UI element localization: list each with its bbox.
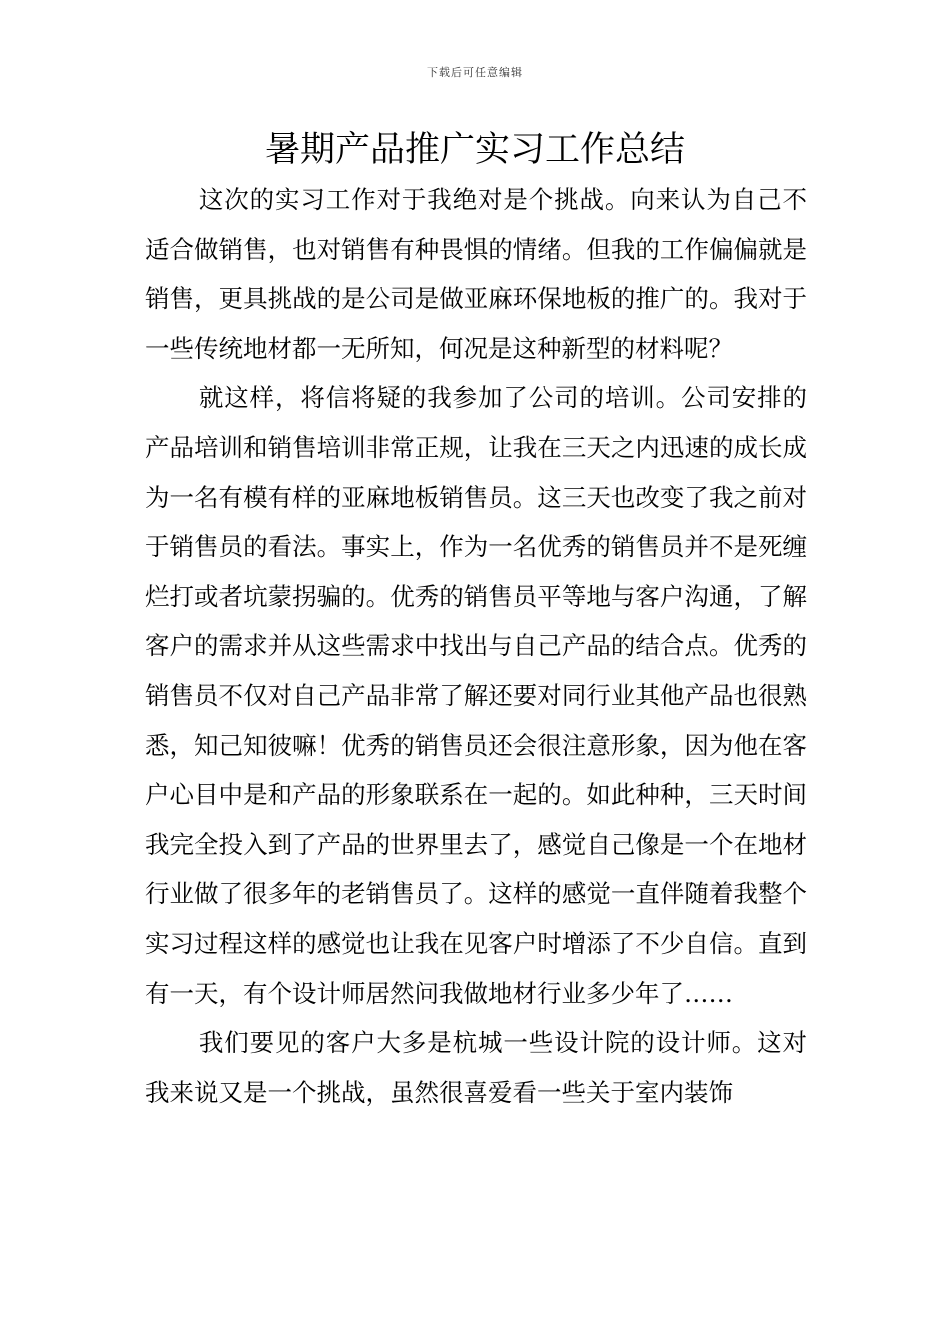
paragraph-3: 我们要见的客户大多是杭城一些设计院的设计师。这对我来说又是一个挑战，虽然很喜爱看一些关于室内装饰 (145, 1028, 807, 1107)
header-note: 下载后可任意编辑 (427, 66, 523, 79)
document-title: 暑期产品推广实习工作总结 (264, 130, 685, 170)
paragraph-1: 这次的实习工作对于我绝对是个挑战。向来认为自己不适合做销售，也对销售有种畏惧的情绪。但我的工作偏偏就是销售，更具挑战的是公司是做亚麻环保地板的推广的。我对于一些传统地材都一无所知，何况是这种新型的材料呢？ (145, 185, 807, 363)
paragraph-2: 就这样，将信将疑的我参加了公司的培训。公司安排的产品培训和销售培训非常正规，让我在三天之内迅速的成长成为一名有模有样的亚麻地板销售员。这三天也改变了我之前对于销售员的看法。事实上，作为一名优秀的销售员并不是死缠烂打或者坑蒙拐骗的。优秀的销售员平等地与客户沟通，了解客户的需求并从这些需求中找出与自己产品的结合点。优秀的销售员不仅对自己产品非常了解还要对同行业其他产品也很熟悉，知己知彼嘛！优秀的销售员还会很注意形象，因为他在客户心目中是和产品的形象联系在一起的。如此种种，三天时间我完全投入到了产品的世界里去了，感觉自己像是一个在地材行业做了很多年的老销售员了。这样的感觉一直伴随着我整个实习过程这样的感觉也让我在见客户时增添了不少自信。直到有一天，有个设计师居然问我做地材行业多少年了…… (145, 383, 807, 1008)
document-body (145, 175, 807, 1117)
